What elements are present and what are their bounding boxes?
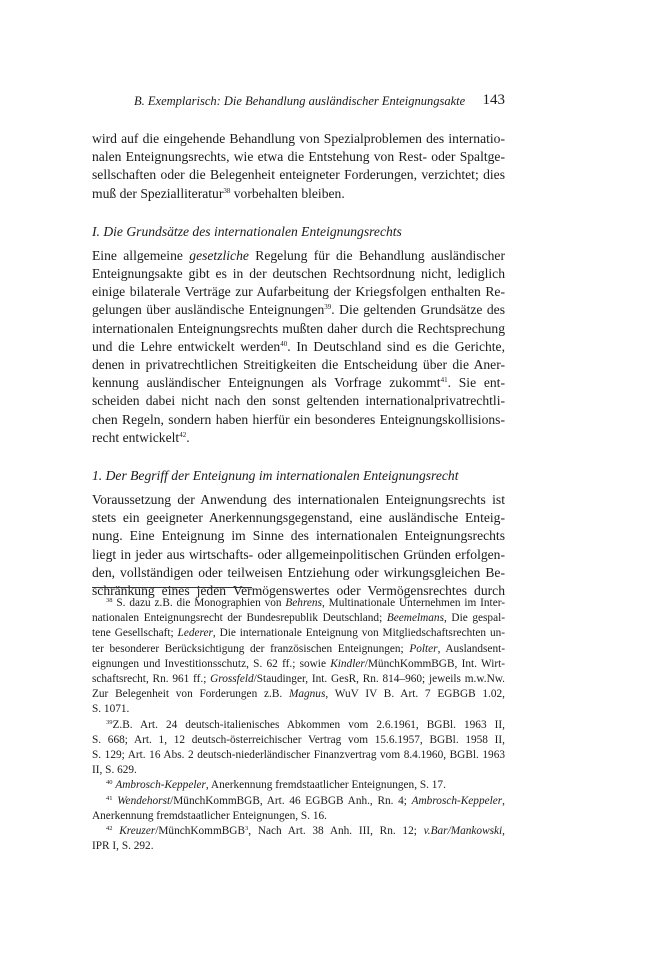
footnotes [92,596,505,854]
text-line: stets ein geeigneter Anerkennungsgegenstand, eine ausländische Enteig- [92,510,505,526]
emphasis: Lederer [177,627,213,640]
text-segment: , Multinationale Unternehmen im Inter- [321,597,506,609]
text-line: einige bilaterale Verträge zur Aufarbeitung der Kriegsfolgen enthalten Re- [92,284,505,300]
text-segment: Eine allgemeine [92,247,190,263]
text-line [92,794,505,809]
running-head-title: B. Exemplarisch: Die Behandlung ausländischer Enteignungsakte [134,94,466,108]
footnote-ref-40[interactable]: 40 [280,339,288,348]
section1-paragraph [92,247,505,447]
emphasis: Polter [409,642,438,655]
text-segment: , [502,825,505,838]
text-segment: Zur Belegenheit von Forderungen z.B. [92,688,289,701]
text-line: chen Regeln, sondern haben hierfür ein besonderes Enteignungskollisions- [92,411,505,427]
footnote-40 [92,778,505,793]
footnote-38 [92,596,505,718]
text-line: Enteignungsakte gibt es in der deutschen Rechtsordnung nicht, lediglich [92,266,505,282]
footnote-ref-42[interactable]: 42 [179,430,187,439]
text-line: liegt in jeder aus wirtschafts- oder allgemeinpolitischen Gründen erfolgen- [92,546,505,562]
emphasis: gesetzliche [189,247,249,263]
text-line [92,778,505,793]
text-segment: tene Gesellschaft; [92,627,178,640]
text-line: Anerkennung fremdstaatlicher Enteignungen, S. 16. [92,809,327,822]
text-line: Voraussetzung der Anwendung des internationalen Enteignungsrechts ist [92,492,505,508]
section-heading-2: 1. Der Begriff der Enteignung im internationalen Enteignungsrecht [92,468,459,484]
main-text [92,130,505,600]
text-segment: vorbehalten bleiben. [230,185,345,201]
edition-superscript: 3 [245,825,249,833]
footnote-number: 42 [106,825,113,833]
text-line [92,301,505,319]
text-line: S. 129; Art. 16 Abs. 2 deutsch-niederländischer Finanzvertrag vom 8.4.1960, BGBl. 1963 [92,749,505,762]
footnote-number: 39 [106,718,113,726]
footnote-number: 40 [106,779,113,787]
text-line [92,824,505,839]
text-line: sellschaften oder die Belegenheit enteigneter Forderungen, verzichtet; dies [92,167,505,183]
footnote-divider [92,587,252,588]
text-segment: S. dazu z.B. die Monographien von [116,597,286,609]
emphasis: Kindler [330,657,365,670]
text-line [92,374,505,392]
text-line: nung. Eine Enteignung im Sinne des internationalen Enteignungsrechts [92,528,505,544]
text-segment: , WuV IV B. Art. 7 EGBGB 1.02, [325,688,505,701]
text-segment: , Auslandsent- [437,642,505,655]
text-segment: . Sie ent- [447,375,505,391]
intro-paragraph [92,130,505,203]
text-line [92,687,505,702]
text-segment: nationalen Enteignungsrecht der Bundesrepublik Deutschland; [92,612,387,625]
page-number: 143 [482,92,505,108]
footnote-ref-39[interactable]: 39 [324,303,332,312]
section2-paragraph [92,491,505,600]
text-segment: . [186,429,190,445]
text-segment: schaftsrecht, Rn. 961 ff.; [92,673,211,686]
text-line [92,185,505,203]
emphasis: Kreuzer [119,825,156,838]
emphasis: Beemelmans [386,612,444,625]
text-line [92,718,505,733]
text-segment: eignungen und Investitionsschutz, S. 62 ff.; sowie [92,657,331,670]
emphasis: Ambrosch-Keppeler [411,794,503,807]
text-segment: , Die internationale Enteignung von Mitgliedschaftsrechten un- [212,627,506,640]
text-segment: , [502,794,505,807]
footnote-ref-38[interactable]: 38 [223,186,231,195]
text-line [92,626,505,641]
text-line: scheiden dabei nicht nach den sonst geltenden internationalprivatrechtli- [92,393,505,409]
text-line [92,338,505,356]
text-line [92,596,505,611]
text-segment: Regelung für die Behandlung ausländischer [248,247,505,263]
text-line: S. 668; Art. 1, 12 deutsch-österreichischer Vertrag vom 15.6.1957, BGBl. 1958 II, [92,733,505,746]
emphasis: Ambrosch-Keppeler [115,779,206,792]
footnote-number: 41 [106,794,113,802]
text-line [92,657,505,672]
text-line: II, S. 629. [92,764,137,777]
text-line: schränkung eines jeden Vermögenswertes oder Vermögensrechtes durch [92,583,505,599]
text-line: S. 1071. [92,703,130,716]
text-segment: , Nach Art. 38 Anh. III, Rn. 12; [248,825,424,838]
emphasis: Magnus [288,688,326,701]
emphasis: Grossfeld [210,673,254,686]
text-line: IPR I, S. 292. [92,840,154,853]
emphasis: Wendehorst [117,794,171,807]
text-segment: kennung ausländischer Enteignungen als Vorfrage zukommt [92,375,441,391]
text-segment: muß der Spezialliteratur [92,185,224,201]
text-segment: /Staudinger, Int. GesR, Rn. 814–960; jeweils m.w.Nw. [253,673,505,686]
footnote-39 [92,718,505,779]
text-segment: , Die gespal- [443,612,505,625]
text-line: nalen Enteignungsrechts, wie etwa die Entstehung von Rest- oder Spaltge- [92,149,505,165]
text-segment: Z.B. Art. 24 deutsch-italienisches Abkommen vom 2.6.1961, BGBl. 1963 II, [112,718,505,731]
emphasis: Behrens [285,597,322,609]
text-segment: . Die geltenden Grundsätze des [331,302,505,318]
footnote-42 [92,824,505,854]
text-line [92,429,505,447]
text-line [92,247,505,265]
running-head [92,94,505,112]
text-segment: /MünchKommBGB [155,825,245,838]
text-segment: recht entwickelt [92,429,180,445]
text-line: denen in privatrechtlichen Streitigkeiten die Entscheidung über die Aner- [92,357,505,373]
text-line: den, vollständigen oder teilweisen Entziehung oder wirkungsgleichen Be- [92,564,505,580]
text-segment: , Anerkennung fremdstaatlicher Enteignungen, S. 17. [205,779,446,792]
section-heading-1: I. Die Grundsätze des internationalen Enteignungsrechts [92,223,402,239]
footnote-number: 38 [106,597,113,604]
text-line [92,642,505,657]
text-line: internationalen Enteignungsrechts mußten daher durch die Rechtsprechung [92,320,505,336]
text-segment: . In Deutschland sind es die Gerichte, [287,338,505,354]
footnote-ref-41[interactable]: 41 [440,376,448,385]
text-line [92,672,505,687]
text-segment: ter besonderer Berücksichtigung der französischen Enteignungen; [92,642,410,655]
footnote-41 [92,794,505,824]
text-segment: /MünchKommBGB, Art. 46 EGBGB Anh., Rn. 4; [170,794,412,807]
text-line: wird auf die eingehende Behandlung von Spezialproblemen des internatio- [92,131,505,146]
text-segment: und die Lehre entwickelt werden [92,338,281,354]
text-line [92,611,505,626]
text-segment: gelungen über ausländische Enteignungen [92,302,325,318]
emphasis: v.Bar/Mankowski [423,825,503,838]
text-segment: /MünchKommBGB, Int. Wirt- [364,657,506,670]
